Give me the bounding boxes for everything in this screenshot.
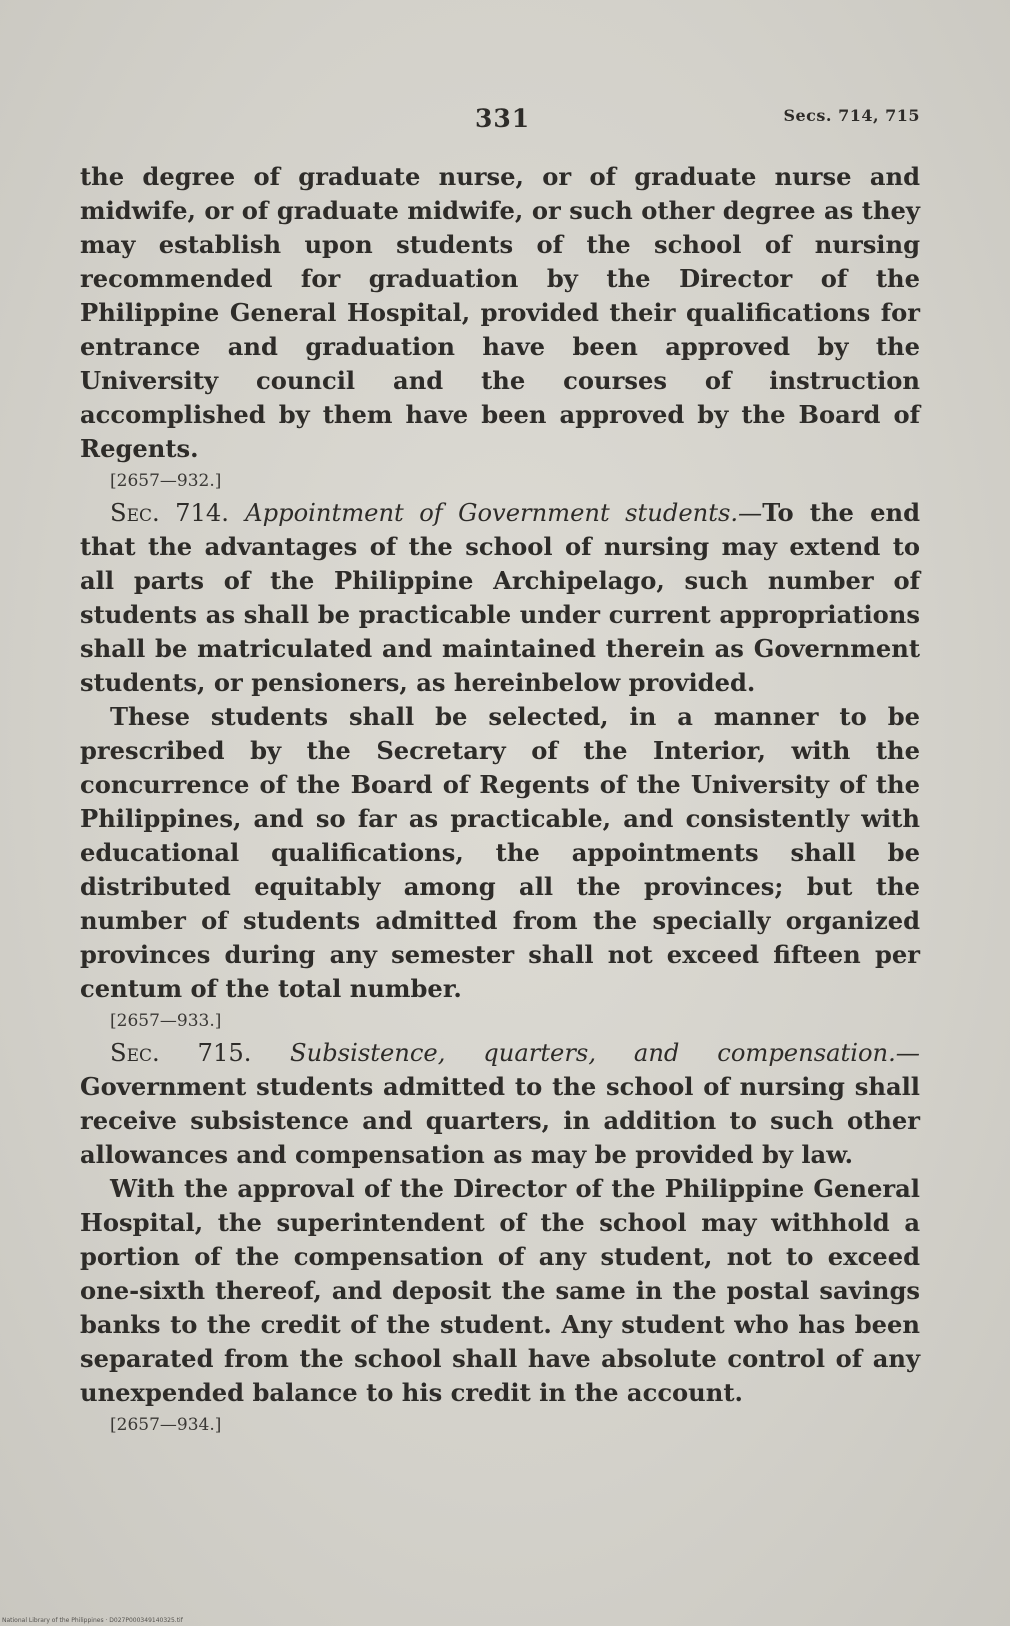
section-title: Subsistence, quarters, and compensation.— <box>290 1039 920 1067</box>
citation: [2657—933.] <box>110 1011 222 1031</box>
section-714-paragraph-2: These students shall be selected, in a manner to be prescribed by the Secretary of the Interior, with the concurrence of the Board of Regents of the University of the Philippines, and so far as practicable, and consistently with educational qualifications, the appointments shall be distributed equitably among all the provinces; but the number of students admitted from the specially organized provinces during any semester shall not exceed fifteen per centum of the total number. <box>80 702 920 1003</box>
page-header <box>80 104 920 144</box>
section-label: Sec. 714. <box>110 499 229 527</box>
continued-paragraph: the degree of graduate nurse, or of graduate nurse and midwife, or of graduate midwife, or such other degree as they may establish upon students of the school of nursing recommended for graduation by the Director of the Philippine General Hospital, provided their qualifications for entrance and graduation have been approved by the University council and the courses of instruction accomplished by them have been approved by the Board of Regents. <box>80 162 920 463</box>
scan-footer-note: National Library of the Philippines · D027P000349140325.tif <box>2 1617 183 1624</box>
page-number: 331 <box>475 104 531 133</box>
section-title: Appointment of Government students.— <box>245 499 763 527</box>
page-body <box>80 160 920 1440</box>
section-715-paragraph <box>80 1036 920 1172</box>
citation: [2657—934.] <box>110 1415 222 1435</box>
section-714-paragraph <box>80 496 920 700</box>
section-reference: Secs. 714, 715 <box>783 106 920 125</box>
section-text: To the end that the advantages of the school of nursing may extend to all parts of the Philippine Archipelago, such number of students as shall be practicable under current appropriations shall be matriculated and maintained therein as Government students, or pensioners, as hereinbelow provided. <box>80 498 920 697</box>
section-text: Government students admitted to the school of nursing shall receive subsistence and quarters, in addition to such other allowances and compensation as may be provided by law. <box>80 1072 920 1169</box>
section-label: Sec. 715. <box>110 1039 252 1067</box>
section-715-paragraph-2: With the approval of the Director of the Philippine General Hospital, the superintendent of the school may withhold a portion of the compensation of any student, not to exceed one-sixth thereof, and deposit the same in the postal savings banks to the credit of the student. Any student who has been separated from the school shall have absolute control of any unexpended balance to his credit in the account. <box>80 1174 920 1407</box>
citation: [2657—932.] <box>110 471 222 491</box>
